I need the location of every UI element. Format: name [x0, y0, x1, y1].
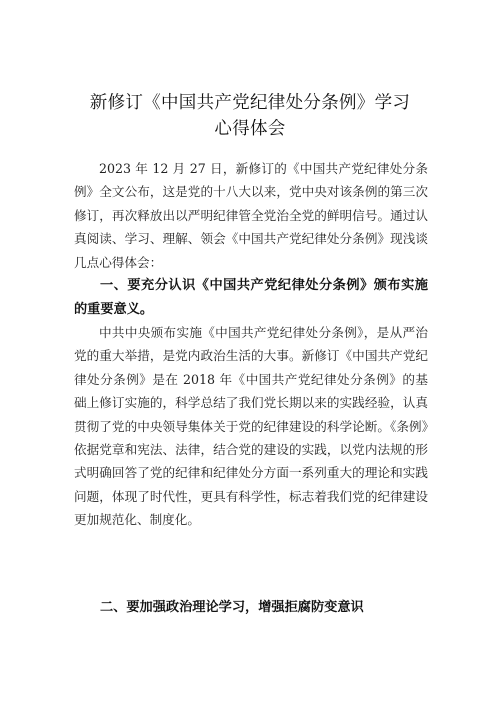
document-title	[40, 90, 460, 142]
intro-paragraph: 2023 年 12 月 27 日，新修订的《中国共产党纪律处分条例》全文公布，这是党的十八大以来，党中央对该条例的第三次修订，再次释放出以严明纪律管全党治全党的鲜明信号。通过认真阅读、学习、理解、领会《中国共产党纪律处分条例》现浅谈几点心得体会：	[74, 161, 428, 270]
title-line-1: 新修订《中国共产党纪律处分条例》学习	[89, 93, 411, 113]
section-1-heading: 一、要充分认识《中国共产党纪律处分条例》颁布实施的重要意义。	[74, 278, 428, 317]
section-1-paragraph: 中共中央颁布实施《中国共产党纪律处分条例》，是从严治党的重大举措，是党内政治生活的大事。新修订《中国共产党纪律处分条例》是在 2018 年《中国共产党纪律处分条例》的基础上修订实施的，科学总结了我们党长期以来的实践经验，认真贯彻了党的中央领导集体关于党的纪律建设的科学论断。《条例》依据党章和宪法、法律，结合党的建设的实践，以党内法规的形式明确回答了党的纪律和纪律处分方面一系列重大的理论和实践问题，体现了时代性，更具有科学性，标志着我们党的纪律建设更加规范化、制度化。	[74, 325, 428, 528]
title-line-2: 心得体会	[214, 119, 286, 139]
section-2-heading: 二、要加强政治理论学习，增强拒腐防变意识	[100, 600, 364, 615]
